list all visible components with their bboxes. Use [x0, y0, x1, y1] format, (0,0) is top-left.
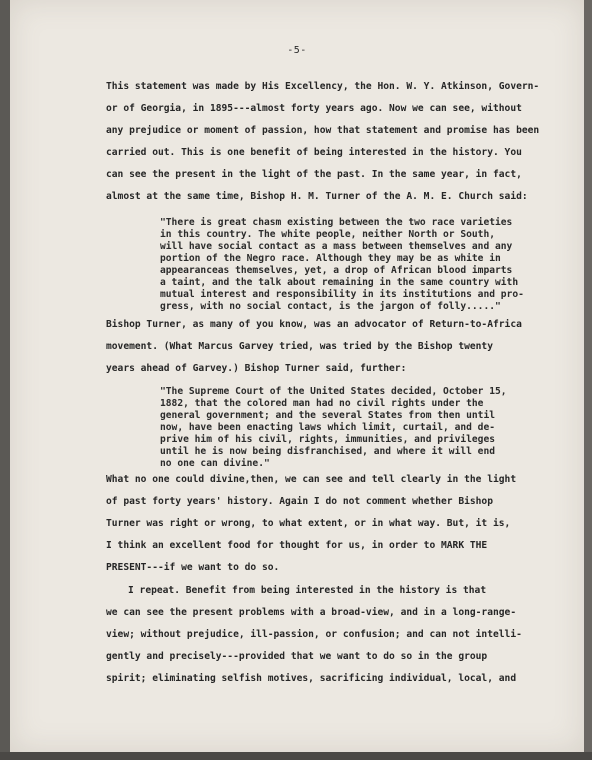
quote-line: until he is now being disfranchised, and where it will end [160, 446, 496, 457]
text-line: I think an excellent food for thought for us, in order to MARK THE [106, 540, 488, 551]
quote-line: prive him of his civil, rights, immunities, and privileges [160, 434, 496, 445]
text-line: spirit; eliminating selfish motives, sacrificing individual, local, and [106, 673, 517, 684]
text-line: Bishop Turner, as many of you know, was an advocator of Return-to-Africa [106, 319, 522, 330]
quote-line: no one can divine." [160, 458, 270, 469]
text-line: movement. (What Marcus Garvey tried, was tried by the Bishop twenty [106, 341, 493, 352]
text-line: PRESENT---if we want to do so. [106, 562, 280, 573]
text-line: years ahead of Garvey.) Bishop Turner said, further: [106, 363, 407, 374]
text-line: of past forty years' history. Again I do not comment whether Bishop [106, 496, 493, 507]
page-number: -5- [287, 45, 307, 56]
paragraph-return-to-africa [106, 314, 521, 380]
quote-line: in this country. The white people, neither North or South, [160, 229, 496, 240]
paragraph-atkinson-statement [106, 76, 540, 208]
text-line: Turner was right or wrong, to what extent, or in what way. But, it is, [106, 518, 511, 529]
text-line: view; without prejudice, ill-passion, or confusion; and can not intelli- [106, 629, 522, 640]
quote-line: will have social contact as a mass between themselves and any [160, 241, 513, 252]
text-line: can see the present in the light of the past. In the same year, in fact, [106, 169, 522, 180]
text-line: any prejudice or moment of passion, how that statement and promise has been [106, 125, 540, 136]
document-page [10, 0, 584, 752]
paragraph-benefit [106, 580, 521, 690]
text-line: This statement was made by His Excellency, the Hon. W. Y. Atkinson, Govern- [106, 81, 540, 92]
quote-line: general government; and the several States from then until [160, 410, 496, 421]
scan-border-bottom [0, 752, 592, 760]
paragraph-divine [106, 469, 521, 579]
text-line: we can see the present problems with a broad-view, and in a long-range- [106, 607, 517, 618]
quote-line: "The Supreme Court of the United States decided, October 15, [160, 386, 507, 397]
text-line: gently and precisely---provided that we want to do so in the group [106, 651, 488, 662]
quote-line: a taint, and the talk about remaining in the same country with [160, 277, 519, 288]
text-line: carried out. This is one benefit of being interested in the history. You [106, 147, 522, 158]
text-line: What no one could divine,then, we can see and tell clearly in the light [106, 474, 517, 485]
quote-line: "There is great chasm existing between the two race varieties [160, 217, 513, 228]
quote-supreme-court [160, 386, 515, 470]
quote-line: gress, with no social contact, is the jargon of folly....." [160, 301, 501, 312]
text-line: almost at the same time, Bishop H. M. Turner of the A. M. E. Church said: [106, 191, 528, 202]
quote-line: portion of the Negro race. Although they may be as white in [160, 253, 501, 264]
text-line: or of Georgia, in 1895---almost forty years ago. Now we can see, without [106, 103, 522, 114]
scan-border-right [584, 0, 592, 752]
quote-line: mutual interest and responsibility in its institutions and pro- [160, 289, 524, 300]
quote-line: 1882, that the colored man had no civil rights under the [160, 398, 484, 409]
quote-line: now, have been enacting laws which limit, curtail, and de- [160, 422, 496, 433]
quote-turner-chasm [160, 217, 524, 313]
quote-line: appearanceas themselves, yet, a drop of African blood imparts [160, 265, 513, 276]
text-line: I repeat. Benefit from being interested in the history is that [128, 585, 487, 596]
